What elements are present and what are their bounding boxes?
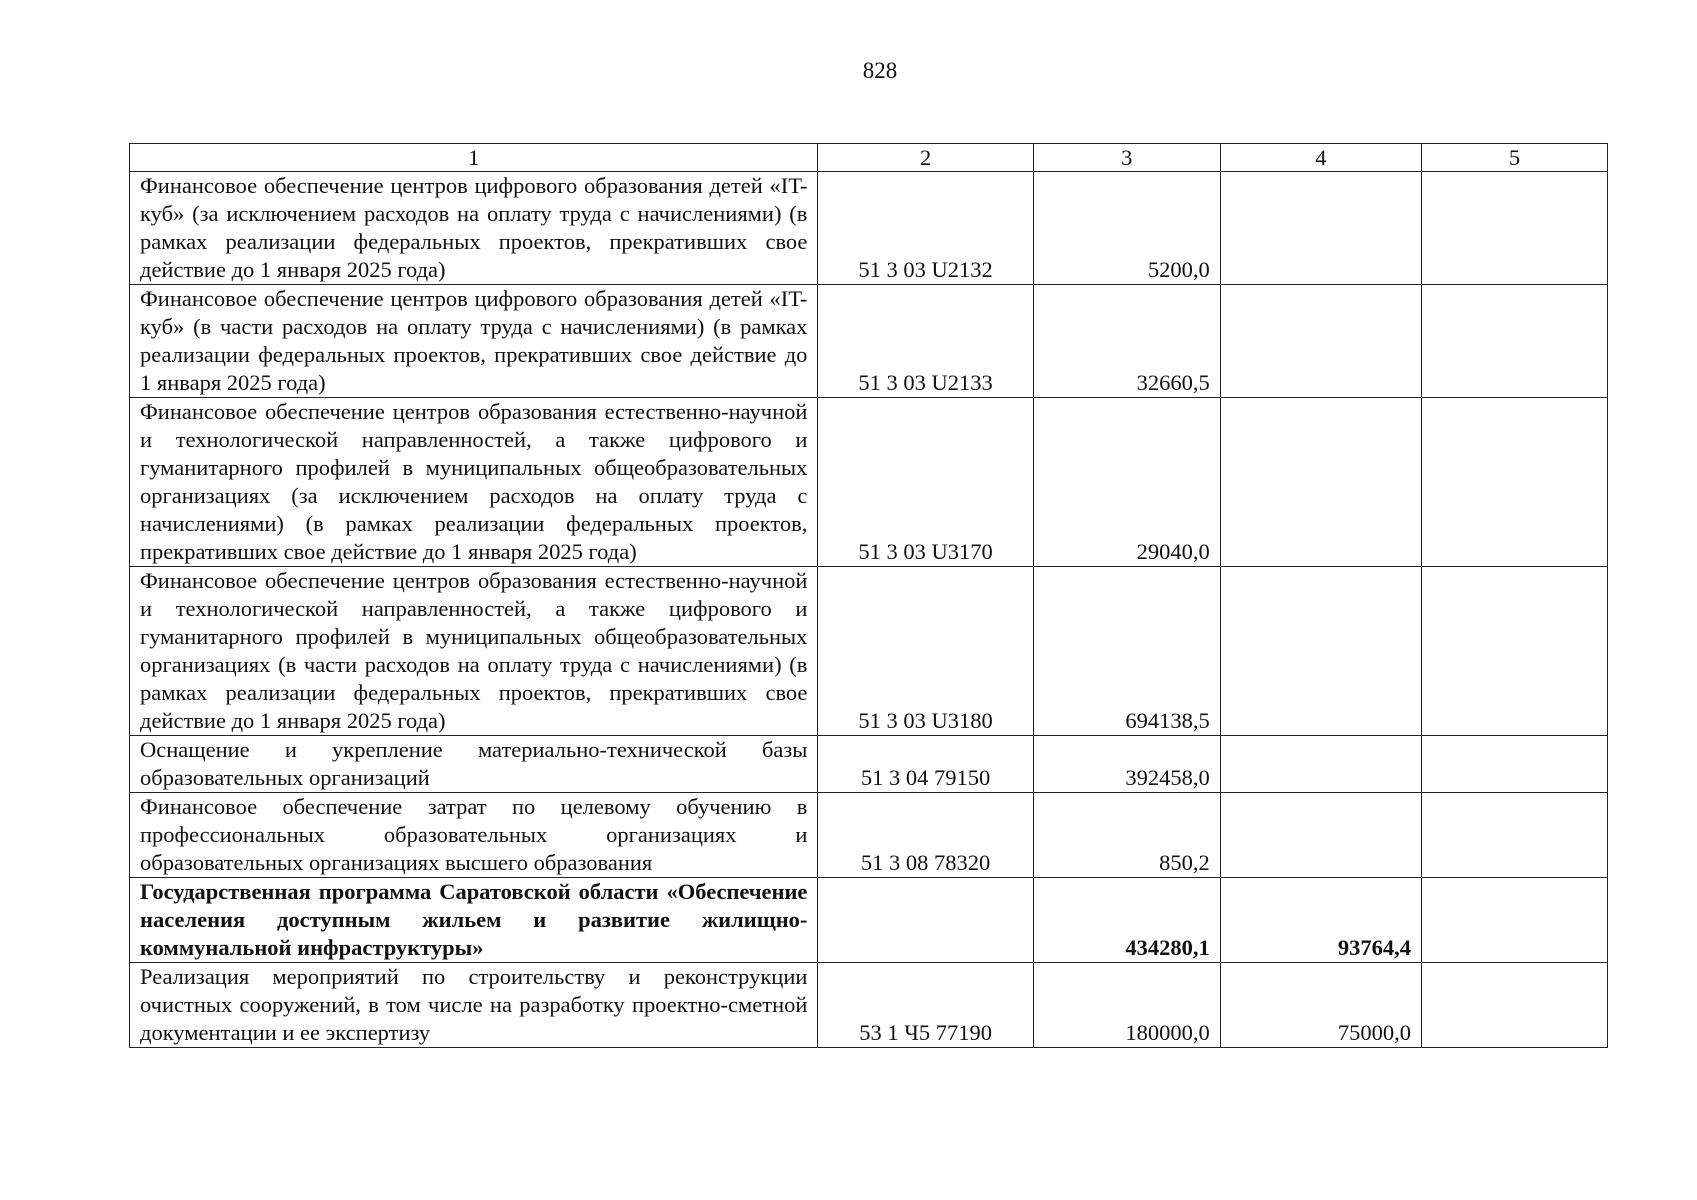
column-header: 2 (818, 144, 1033, 172)
table-header-row (130, 144, 1608, 172)
table-row (130, 172, 1608, 285)
table-row (130, 285, 1608, 398)
row-value-col5 (1421, 285, 1607, 398)
row-value-col5 (1421, 793, 1607, 878)
row-code: 53 1 Ч5 77190 (818, 963, 1033, 1048)
row-description: Финансовое обеспечение центров цифрового образования детей «IT-куб» (в части расходов на оплату труда с начислениями) (в рамках реализации федеральных проектов, прекративших свое действие до 1 января 2025 года) (130, 285, 818, 398)
row-value-col5 (1421, 963, 1607, 1048)
row-description: Финансовое обеспечение затрат по целевому обучению в профессиональных образовательных организациях и образовательных организациях высшего образования (130, 793, 818, 878)
row-value-col4: 75000,0 (1220, 963, 1421, 1048)
row-value-col3: 32660,5 (1033, 285, 1220, 398)
row-value-col4 (1220, 285, 1421, 398)
row-code: 51 3 03 U3180 (818, 567, 1033, 736)
column-header: 4 (1220, 144, 1421, 172)
row-value-col4 (1220, 736, 1421, 793)
page-number: 828 (862, 58, 898, 83)
table-row (130, 398, 1608, 567)
row-value-col3: 694138,5 (1033, 567, 1220, 736)
row-value-col3: 434280,1 (1033, 878, 1220, 963)
column-header: 3 (1033, 144, 1220, 172)
table-row (130, 567, 1608, 736)
table-row-program-total (130, 878, 1608, 963)
row-description: Финансовое обеспечение центров цифрового образования детей «IT-куб» (за исключением расходов на оплату труда с начислениями) (в рамках реализации федеральных проектов, прекративших свое действие до 1 января 2025 года) (130, 172, 818, 285)
row-value-col4 (1220, 567, 1421, 736)
row-code: 51 3 08 78320 (818, 793, 1033, 878)
row-code: 51 3 03 U2132 (818, 172, 1033, 285)
column-header: 1 (130, 144, 818, 172)
row-value-col4 (1220, 172, 1421, 285)
row-value-col3: 392458,0 (1033, 736, 1220, 793)
row-value-col5 (1421, 736, 1607, 793)
row-value-col3: 850,2 (1033, 793, 1220, 878)
row-code: 51 3 03 U3170 (818, 398, 1033, 567)
row-description: Реализация мероприятий по строительству и реконструкции очистных сооружений, в том числе на разработку проектно-сметной документации и ее экспертизу (130, 963, 818, 1048)
table-row (130, 736, 1608, 793)
row-description: Финансовое обеспечение центров образования естественно-научной и технологической направленностей, а также цифрового и гуманитарного профилей в муниципальных общеобразовательных организациях (в части расходов на оплату труда с начислениями) (в рамках реализации федеральных проектов, прекративших свое действие до 1 января 2025 года) (130, 567, 818, 736)
row-value-col4 (1220, 793, 1421, 878)
row-code (818, 878, 1033, 963)
budget-table (129, 143, 1608, 1048)
row-value-col5 (1421, 172, 1607, 285)
row-value-col3: 29040,0 (1033, 398, 1220, 567)
row-value-col3: 180000,0 (1033, 963, 1220, 1048)
row-value-col5 (1421, 878, 1607, 963)
row-description: Государственная программа Саратовской области «Обеспечение населения доступным жильем и развитие жилищно-коммунальной инфраструктуры» (130, 878, 818, 963)
row-description: Оснащение и укрепление материально-технической базы образовательных организаций (130, 736, 818, 793)
row-value-col4 (1220, 398, 1421, 567)
row-value-col4: 93764,4 (1220, 878, 1421, 963)
row-description: Финансовое обеспечение центров образования естественно-научной и технологической направленностей, а также цифрового и гуманитарного профилей в муниципальных общеобразовательных организациях (за исключением расходов на оплату труда с начислениями) (в рамках реализации федеральных проектов, прекративших свое действие до 1 января 2025 года) (130, 398, 818, 567)
row-code: 51 3 03 U2133 (818, 285, 1033, 398)
row-value-col3: 5200,0 (1033, 172, 1220, 285)
table-row (130, 793, 1608, 878)
row-value-col5 (1421, 398, 1607, 567)
column-header: 5 (1421, 144, 1607, 172)
row-value-col5 (1421, 567, 1607, 736)
table-row (130, 963, 1608, 1048)
row-code: 51 3 04 79150 (818, 736, 1033, 793)
